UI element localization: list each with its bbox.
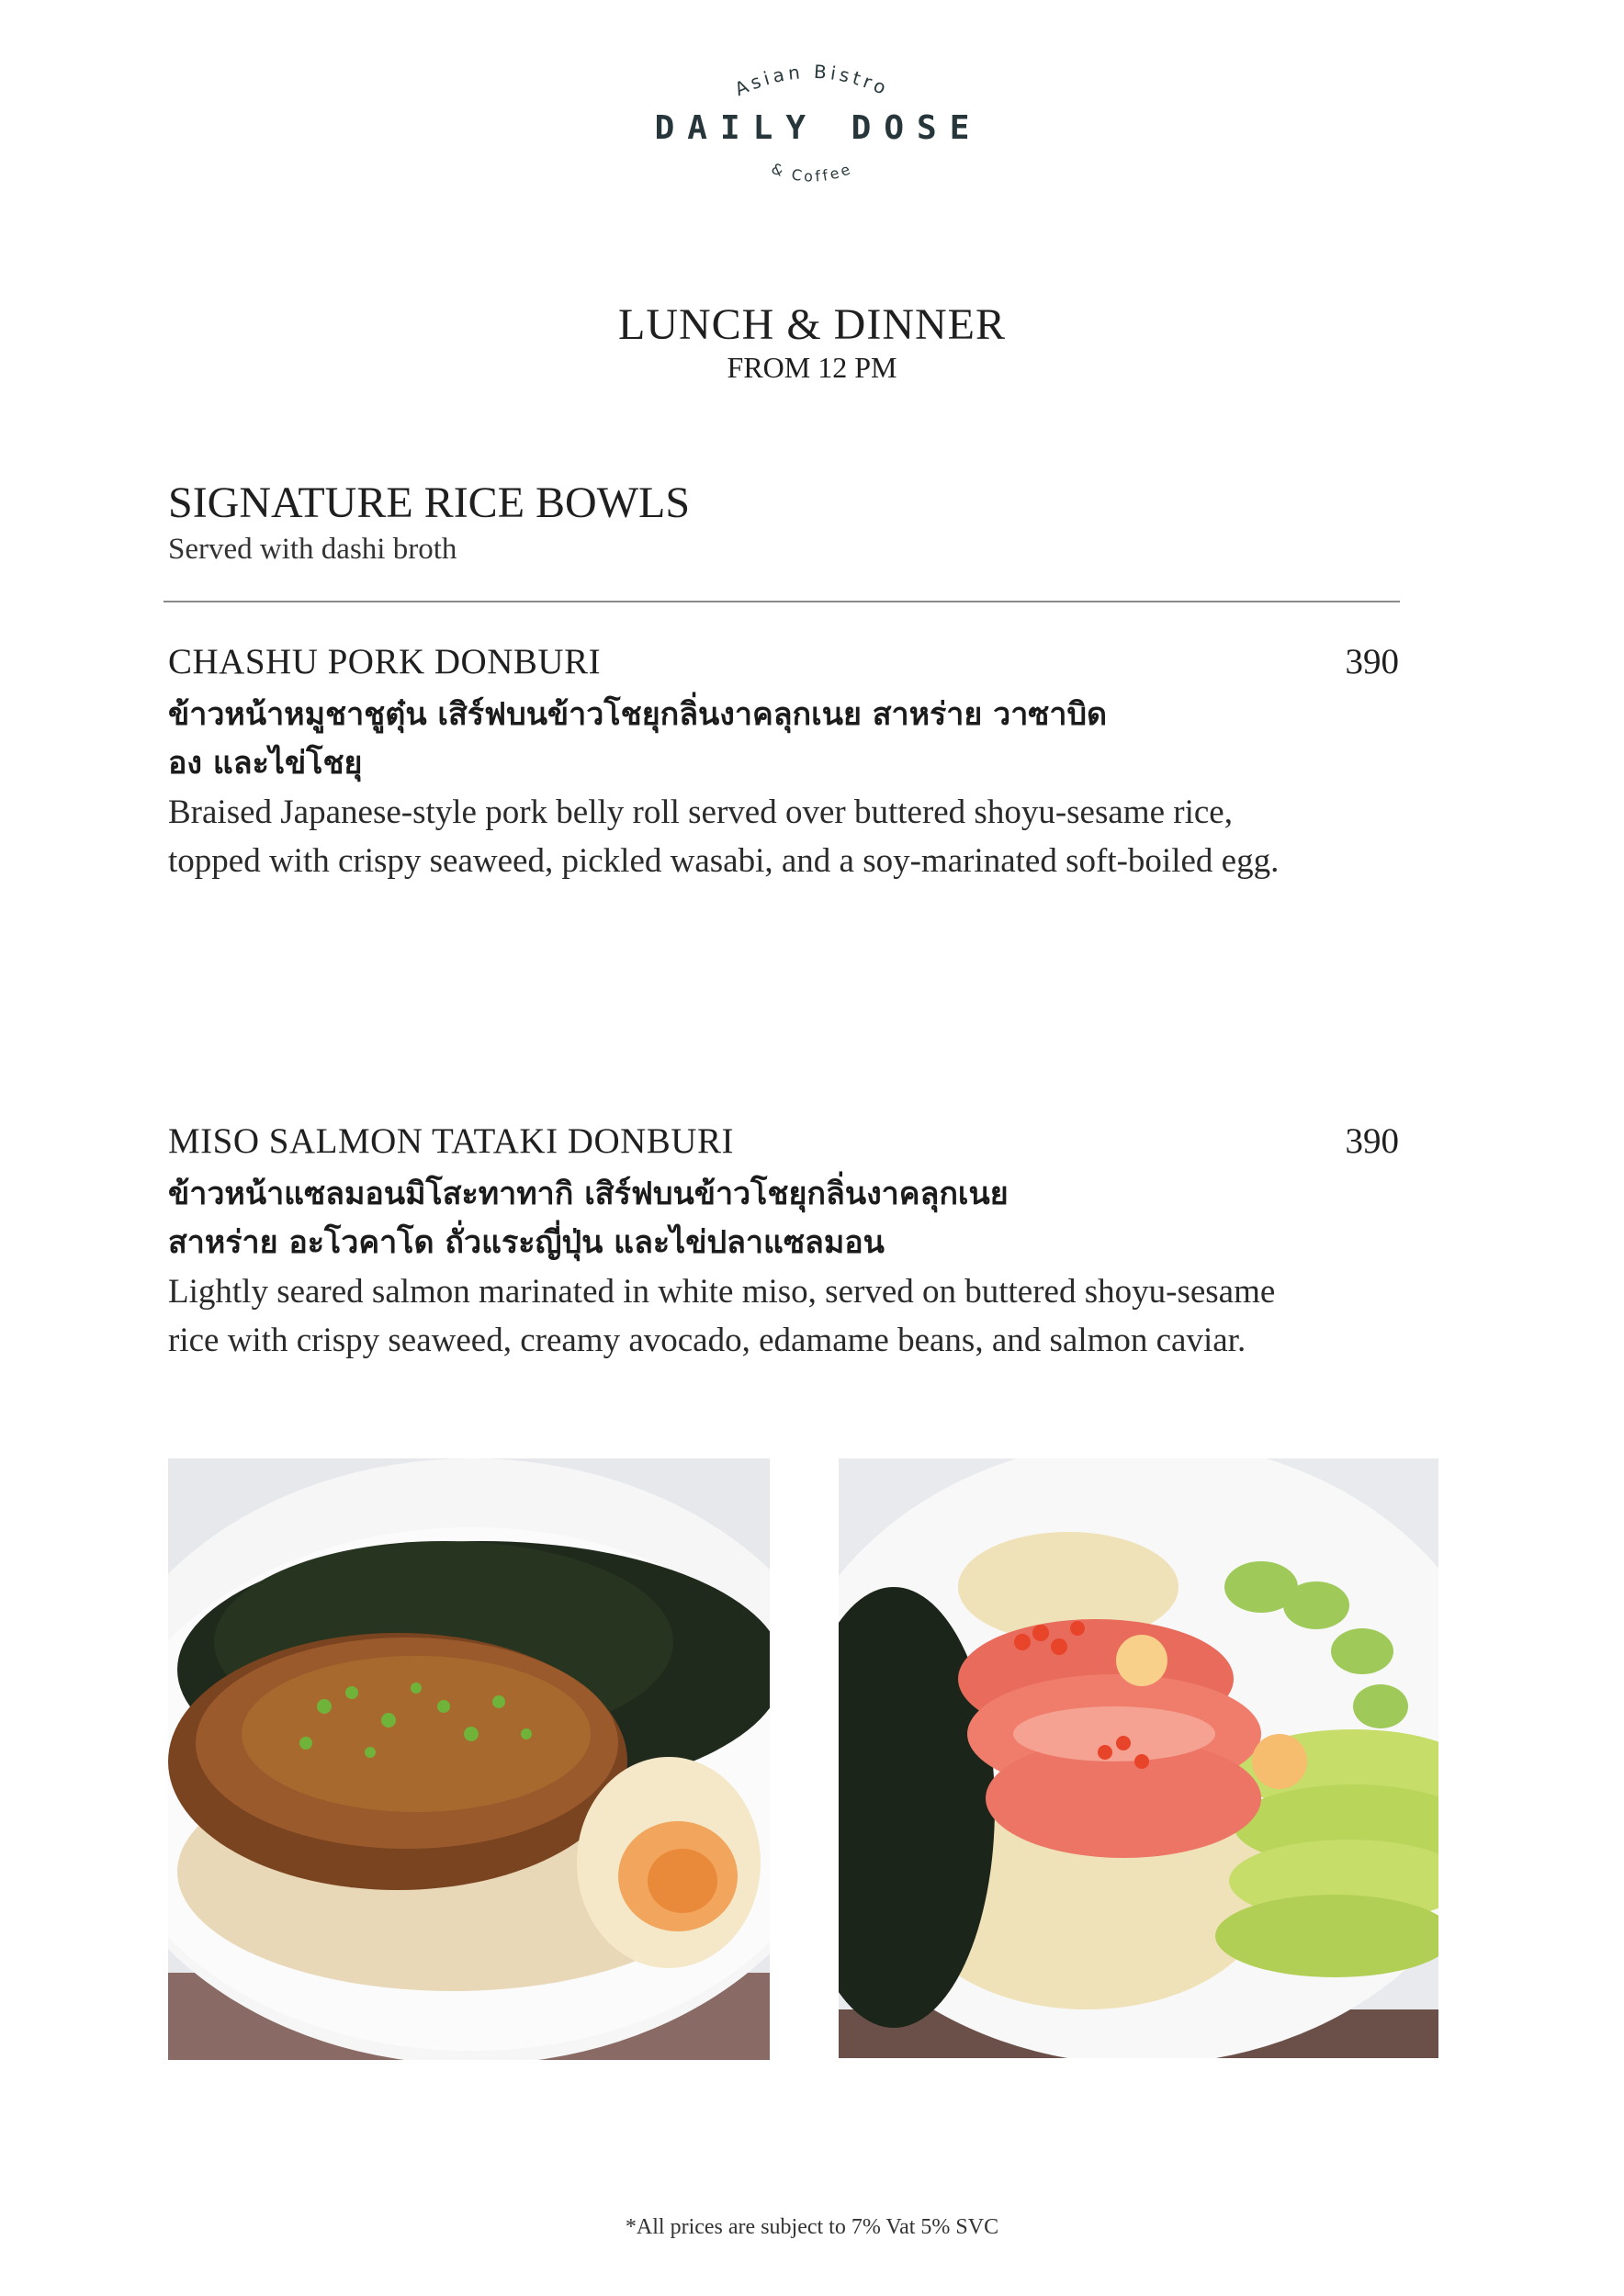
section-subtitle: FROM 12 PM: [727, 351, 897, 384]
logo-mark: [628, 37, 996, 211]
price-footnote: *All prices are subject to 7% Vat 5% SVC: [625, 2215, 999, 2239]
item-description: Braised Japanese-style pork belly roll served over buttered shoyu-sesame rice, topped with crispy seaweed, pickled wasabi, and a soy-marinated soft-boiled egg.: [168, 793, 1280, 880]
section-title: LUNCH & DINNER: [618, 300, 1006, 349]
logo-bottom-arc-text: & Coffee: [769, 159, 855, 186]
item-description: Lightly seared salmon marinated in white miso, served on buttered shoyu-sesame rice with crispy seaweed, creamy avocado, edamame beans, and salmon caviar.: [168, 1273, 1276, 1359]
chashu-pork-photo: [168, 1458, 770, 2060]
logo-top-arc-text: Asian Bistro: [731, 60, 893, 101]
category-title: SIGNATURE RICE BOWLS: [168, 478, 691, 527]
miso-salmon-photo: [839, 1458, 1438, 2058]
menu-item-miso-salmon: [168, 1120, 1399, 1365]
item-name: MISO SALMON TATAKI DONBURI: [168, 1121, 734, 1161]
item-price: 390: [1345, 642, 1399, 681]
divider: [164, 601, 1400, 602]
item-thai-description: ข้าวหน้าแซลมอนมิโสะทาทากิ เสิร์ฟบนข้าวโชยุกลิ่นงาคลุกเนย สาหร่าย อะโวคาโด ถั่วแระญี่ปุ่น และไข่ปลาแซลมอน: [168, 1176, 1009, 1261]
brand-logo: [628, 37, 996, 211]
item-name: CHASHU PORK DONBURI: [168, 642, 602, 681]
menu-item-chashu-pork: [168, 641, 1399, 885]
logo-wordmark: DAILY DOSE: [654, 109, 983, 147]
category-subtitle: Served with dashi broth: [168, 533, 457, 566]
item-price: 390: [1345, 1121, 1399, 1161]
item-thai-description: ข้าวหน้าหมูชาชูตุ๋น เสิร์ฟบนข้าวโชยุกลิ่นงาคลุกเนย สาหร่าย วาซาบิดอง และไข่โชยุ: [168, 696, 1108, 782]
